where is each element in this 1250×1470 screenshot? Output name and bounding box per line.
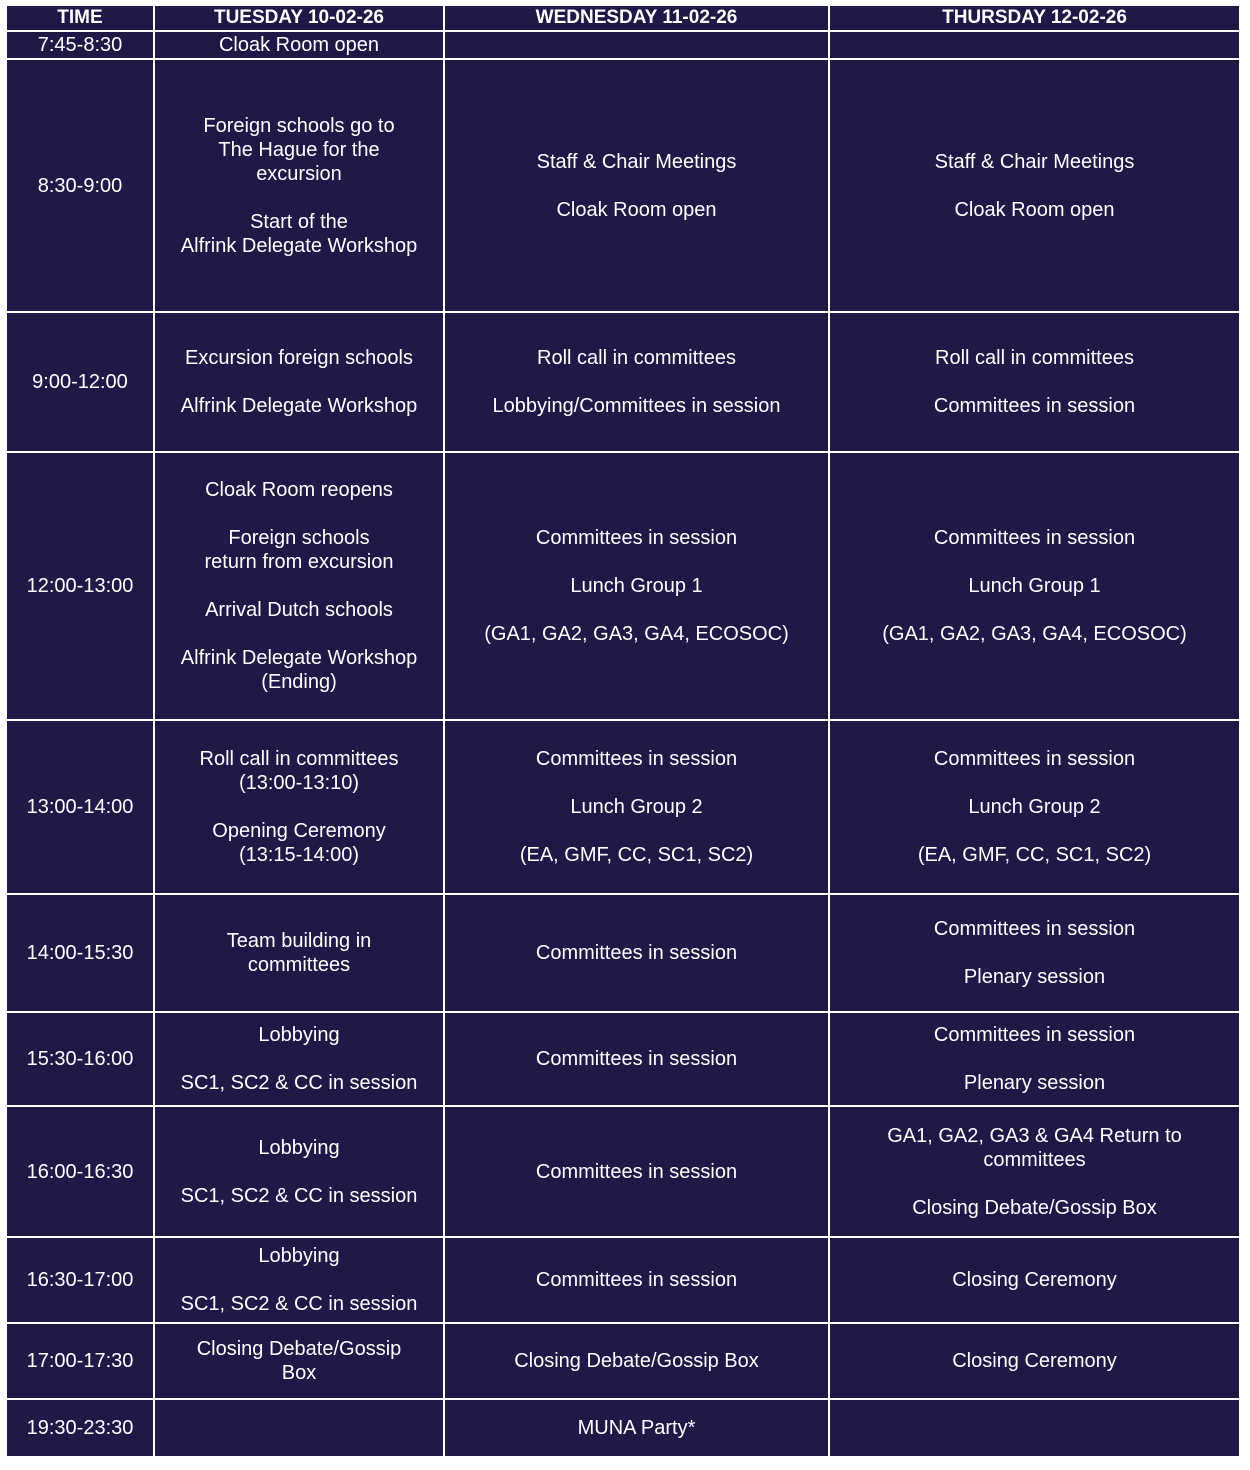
time-cell: 12:00-13:00: [6, 452, 154, 720]
event-line: Staff & Chair Meetings: [934, 150, 1135, 173]
event-line: SC1, SC2 & CC in session: [180, 1072, 418, 1094]
header-tuesday: TUESDAY 10-02-26: [154, 5, 444, 31]
event-line: Foreign schools: [228, 527, 370, 549]
event-line: (EA, GMF, CC, SC1, SC2): [917, 844, 1152, 866]
wed-cell: [444, 720, 829, 894]
event-line: Cloak Room open: [954, 198, 1115, 221]
thu-cell: [829, 1323, 1240, 1399]
tue-cell: [154, 1012, 444, 1106]
tue-cell: [154, 31, 444, 59]
event-line: excursion: [256, 162, 342, 185]
thu-cell: [829, 1012, 1240, 1106]
thu-cell: [829, 720, 1240, 894]
line-gap: [161, 795, 437, 819]
time-cell: 16:30-17:00: [6, 1237, 154, 1323]
event-line: Committees in session: [535, 1160, 738, 1183]
schedule-row: [6, 720, 1240, 894]
event-line: Lobbying: [258, 1136, 340, 1159]
event-line: Committees in session: [933, 748, 1136, 770]
event-line: Lunch Group 1: [968, 575, 1101, 597]
line-gap: [836, 941, 1233, 965]
line-gap: [836, 174, 1233, 198]
line-gap: [161, 574, 437, 598]
line-gap: [836, 370, 1233, 394]
wed-cell: [444, 312, 829, 452]
line-gap: [161, 622, 437, 646]
wed-cell: [444, 31, 829, 59]
event-line: Alfrink Delegate Workshop: [180, 647, 418, 669]
event-line: Closing Debate/Gossip: [196, 1338, 402, 1360]
event-line: Lunch Group 2: [570, 796, 703, 818]
event-line: SC1, SC2 & CC in session: [180, 1293, 418, 1315]
line-gap: [836, 550, 1233, 574]
schedule-row: [6, 59, 1240, 312]
event-line: committees: [983, 1148, 1086, 1171]
line-gap: [161, 1268, 437, 1292]
event-line: Closing Ceremony: [952, 1269, 1117, 1291]
time-cell: 8:30-9:00: [6, 59, 154, 312]
wed-cell: [444, 1399, 829, 1457]
header-thursday: THURSDAY 12-02-26: [829, 5, 1240, 31]
event-line: GA1, GA2, GA3 & GA4 Return to: [887, 1124, 1182, 1147]
event-line: Cloak Room reopens: [205, 479, 393, 501]
event-line: Committees in session: [535, 942, 738, 964]
schedule-row: [6, 1323, 1240, 1399]
event-line: Committees in session: [933, 1024, 1136, 1046]
line-gap: [161, 186, 437, 210]
tue-cell: [154, 312, 444, 452]
wed-cell: [444, 1106, 829, 1237]
event-line: (Ending): [261, 671, 337, 693]
schedule-row: [6, 31, 1240, 59]
tue-cell: [154, 1237, 444, 1323]
event-line: Committees in session: [535, 1048, 738, 1070]
line-gap: [836, 1172, 1233, 1196]
event-line: Committees in session: [933, 395, 1136, 417]
schedule-row: [6, 452, 1240, 720]
time-cell: 14:00-15:30: [6, 894, 154, 1012]
time-cell: 16:00-16:30: [6, 1106, 154, 1237]
event-line: Arrival Dutch schools: [205, 599, 393, 621]
line-gap: [451, 819, 822, 843]
event-line: Cloak Room open: [556, 198, 717, 221]
event-line: Opening Ceremony: [212, 820, 386, 842]
thu-cell: [829, 452, 1240, 720]
event-line: Alfrink Delegate Workshop: [180, 234, 418, 257]
time-cell: 9:00-12:00: [6, 312, 154, 452]
schedule-row: [6, 1237, 1240, 1323]
event-line: MUNA Party*: [577, 1417, 696, 1439]
event-line: Committees in session: [535, 1269, 738, 1291]
schedule-row: [6, 894, 1240, 1012]
event-line: Staff & Chair Meetings: [536, 150, 737, 173]
thu-cell: [829, 1106, 1240, 1237]
line-gap: [161, 502, 437, 526]
tue-cell: [154, 1106, 444, 1237]
thu-cell: [829, 1399, 1240, 1457]
event-line: Lobbying/Committees in session: [492, 395, 781, 417]
wed-cell: [444, 1012, 829, 1106]
event-line: (13:15-14:00): [238, 844, 360, 866]
time-cell: 15:30-16:00: [6, 1012, 154, 1106]
wed-cell: [444, 452, 829, 720]
line-gap: [836, 1047, 1233, 1071]
event-line: Committees in session: [933, 527, 1136, 549]
event-line: Roll call in committees: [935, 347, 1134, 369]
line-gap: [836, 598, 1233, 622]
event-line: Roll call in committees: [537, 347, 736, 369]
tue-cell: [154, 720, 444, 894]
event-line: Lunch Group 1: [570, 575, 703, 597]
thu-cell: [829, 31, 1240, 59]
header-time: TIME: [6, 5, 154, 31]
header-row: [6, 5, 1240, 31]
event-line: Roll call in committees: [199, 748, 399, 770]
event-line: Cloak Room open: [218, 34, 380, 56]
schedule-sheet: [5, 4, 1239, 1458]
event-line: (EA, GMF, CC, SC1, SC2): [519, 844, 754, 866]
event-line: Box: [281, 1362, 317, 1384]
wed-cell: [444, 1237, 829, 1323]
schedule-row: [6, 1399, 1240, 1457]
schedule-row: [6, 312, 1240, 452]
event-line: Alfrink Delegate Workshop: [180, 395, 418, 417]
tue-cell: [154, 1323, 444, 1399]
time-cell: 19:30-23:30: [6, 1399, 154, 1457]
line-gap: [161, 370, 437, 394]
header-wednesday: WEDNESDAY 11-02-26: [444, 5, 829, 31]
line-gap: [451, 550, 822, 574]
line-gap: [161, 1047, 437, 1071]
event-line: Closing Debate/Gossip Box: [514, 1350, 759, 1372]
line-gap: [161, 1160, 437, 1184]
event-line: Committees in session: [933, 918, 1136, 940]
event-line: Committees in session: [535, 748, 738, 770]
event-line: Lobbying: [258, 1024, 340, 1046]
tue-cell: [154, 59, 444, 312]
time-cell: 17:00-17:30: [6, 1323, 154, 1399]
event-line: committees: [247, 954, 351, 976]
event-line: Foreign schools go to: [203, 114, 395, 137]
event-line: (13:00-13:10): [238, 772, 360, 794]
line-gap: [451, 598, 822, 622]
wed-cell: [444, 1323, 829, 1399]
line-gap: [451, 771, 822, 795]
event-line: Closing Ceremony: [952, 1350, 1117, 1372]
event-line: Closing Debate/Gossip Box: [912, 1196, 1157, 1219]
event-line: (GA1, GA2, GA3, GA4, ECOSOC): [484, 623, 789, 645]
event-line: Lunch Group 2: [968, 796, 1101, 818]
event-line: Start of the: [250, 210, 348, 233]
event-line: (GA1, GA2, GA3, GA4, ECOSOC): [882, 623, 1187, 645]
event-line: Plenary session: [963, 1072, 1106, 1094]
line-gap: [836, 819, 1233, 843]
event-line: SC1, SC2 & CC in session: [180, 1184, 418, 1207]
thu-cell: [829, 312, 1240, 452]
line-gap: [451, 370, 822, 394]
time-cell: 7:45-8:30: [6, 31, 154, 59]
schedule-row: [6, 1106, 1240, 1237]
line-gap: [836, 771, 1233, 795]
event-line: return from excursion: [204, 551, 394, 573]
event-line: Plenary session: [963, 966, 1106, 988]
schedule-row: [6, 1012, 1240, 1106]
schedule-table: [5, 4, 1241, 1458]
event-line: Team building in: [226, 930, 372, 952]
wed-cell: [444, 59, 829, 312]
tue-cell: [154, 894, 444, 1012]
event-line: Excursion foreign schools: [185, 347, 413, 369]
event-line: Committees in session: [535, 527, 738, 549]
event-line: The Hague for the: [218, 138, 380, 161]
tue-cell: [154, 1399, 444, 1457]
thu-cell: [829, 59, 1240, 312]
wed-cell: [444, 894, 829, 1012]
thu-cell: [829, 1237, 1240, 1323]
event-line: Lobbying: [258, 1245, 340, 1267]
tue-cell: [154, 452, 444, 720]
thu-cell: [829, 894, 1240, 1012]
time-cell: 13:00-14:00: [6, 720, 154, 894]
line-gap: [451, 174, 822, 198]
